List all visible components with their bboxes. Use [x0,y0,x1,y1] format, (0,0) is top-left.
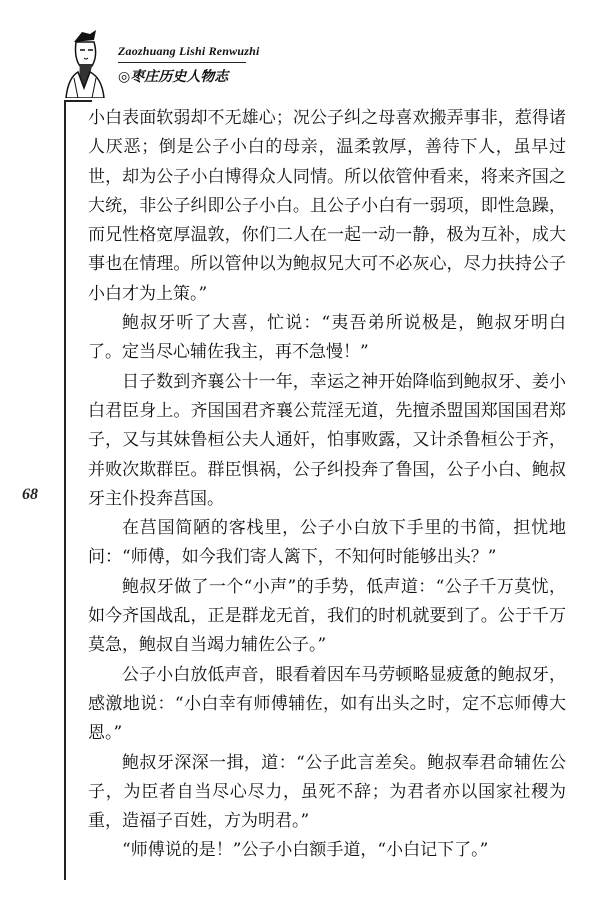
paragraph: 小白表面软弱却不无雄心；况公子纠之母喜欢搬弄事非，惹得诸人厌恶；倒是公子小白的母亲，温柔敦厚，善待下人，虽早过世，却为公子小白博得众人同情。所以依管仲看来，将来齐国之大统，非公子纠即公子小白。且公子小白有一弱项，即性急躁，而兄性格宽厚温敦，你们二人在一起一动一静，极为互补，成大事也在情理。所以管仲以为鲍叔兄大可不必灰心，尽力扶持公子小白才为上策。” [88,108,566,304]
header-rule [118,62,246,63]
series-pinyin-title: Zaozhuang Lishi Renwuzhi [118,44,260,58]
paragraph: 鲍叔牙做了一个“小声”的手势，低声道：“公子千万莫忧，如今齐国战乱，正是群龙无首，我们的时机就要到了。公于千万莫急，鲍叔自当竭力辅佐公子。” [88,576,566,656]
paragraph: 鲍叔牙深深一揖，道：“公子此言差矣。鲍叔奉君命辅佐公子，为臣者自当尽心尽力，虽死不辞；为君者亦以国家社稷为重，造福子百姓，方为明君。” [88,752,566,832]
body-text [88,104,566,866]
scholar-portrait-icon [60,28,110,98]
paragraph: 在莒国简陋的客栈里，公子小白放下手里的书简，担忧地问：“师傅，如今我们寄人篱下，不知何时能够出头？” [88,518,566,568]
page-header [0,0,612,110]
paragraph: 日子数到齐襄公十一年，幸运之神开始降临到鲍叔牙、姜小白君臣身上。齐国国君齐襄公荒淫无道，先擅杀盟国郑国国君郑子，又与其妹鲁桓公夫人通奸，怕事败露，又计杀鲁桓公于齐，并败次欺群臣。群臣惧祸，公子纠投奔了鲁国，公子小白、鲍叔牙主仆投奔莒国。 [88,371,566,509]
series-chinese-title: ◎枣庄历史人物志 [118,69,229,85]
margin-rule [64,100,66,880]
page-number: 68 [22,486,38,503]
paragraph: 公子小白放低声音，眼看着因车马劳顿略显疲惫的鲍叔牙，感激地说：“小白幸有师傅辅佐，如有出头之时，定不忘师傅大恩。” [88,664,566,744]
paragraph: “师傅说的是！”公子小白额手道，“小白记下了。” [122,840,489,861]
paragraph: 鲍叔牙听了大喜，忙说：“夷吾弟所说极是，鲍叔牙明白了。定当尽心辅佐我主，再不急慢！” [88,313,566,363]
margin-rule-corner [64,100,92,102]
